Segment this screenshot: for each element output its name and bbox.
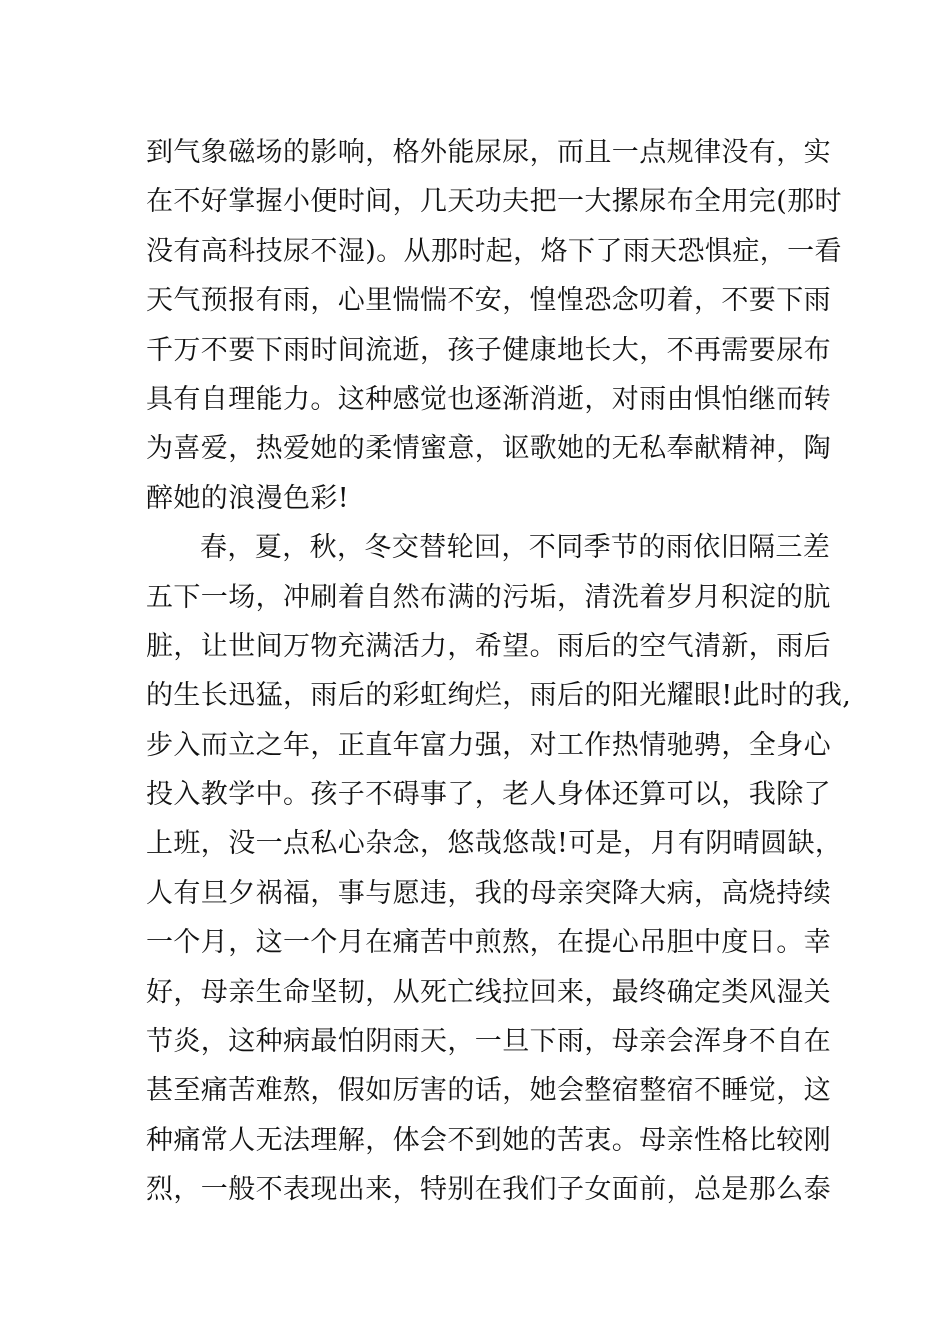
text-line: 醉她的浪漫色彩! — [146, 482, 350, 514]
text-line: 为喜爱，热爱她的柔情蜜意，讴歌她的无私奉献精神，陶 — [146, 433, 831, 465]
text-line: 甚至痛苦难熬，假如厉害的话，她会整宿整宿不睡觉，这 — [146, 1075, 831, 1107]
paragraph-2 — [146, 523, 852, 1214]
text-line: 脏，让世间万物充满活力，希望。雨后的空气清新，雨后 — [146, 630, 831, 662]
text-line: 到气象磁场的影响，格外能尿尿，而且一点规律没有，实 — [146, 137, 831, 168]
text-line: 烈，一般不表现出来，特别在我们子女面前，总是那么泰 — [146, 1174, 831, 1206]
text-line: 节炎，这种病最怕阴雨天，一旦下雨，母亲会浑身不自在 — [146, 1026, 831, 1058]
text-line: 春，夏，秋，冬交替轮回，不同季节的雨依旧隔三差 — [200, 532, 831, 564]
text-line: 一个月，这一个月在痛苦中煎熬，在提心吊胆中度日。幸 — [146, 927, 831, 959]
text-line: 具有自理能力。这种感觉也逐渐消逝，对雨由惧怕继而转 — [146, 383, 831, 415]
text-line: 人有旦夕祸福，事与愿违，我的母亲突降大病，高烧持续 — [146, 877, 831, 909]
body-text — [146, 128, 852, 1215]
text-line: 上班，没一点私心杂念，悠哉悠哉!可是，月有阴晴圆缺， — [146, 828, 843, 860]
text-line: 五下一场，冲刷着自然布满的污垢，清洗着岁月积淀的肮 — [146, 581, 831, 613]
text-line: 天气预报有雨，心里惴惴不安，惶惶恐念叨着，不要下雨 — [146, 285, 831, 317]
text-line: 千万不要下雨时间流逝，孩子健康地长大，不再需要尿布 — [146, 334, 831, 366]
text-line: 的生长迅猛，雨后的彩虹绚烂，雨后的阳光耀眼!此时的我, — [146, 680, 852, 712]
paragraph-1 — [146, 128, 842, 523]
text-line: 种痛常人无法理解，体会不到她的苦衷。母亲性格比较刚 — [146, 1124, 831, 1156]
text-line: 投入教学中。孩子不碍事了，老人身体还算可以，我除了 — [146, 779, 831, 811]
text-line: 在不好掌握小便时间，几天功夫把一大摞尿布全用完(那时 — [146, 186, 842, 218]
text-line: 没有高科技尿不湿)。从那时起，烙下了雨天恐惧症，一看 — [146, 235, 842, 267]
text-line: 好，母亲生命坚韧，从死亡线拉回来，最终确定类风湿关 — [146, 976, 831, 1008]
text-line: 步入而立之年，正直年富力强，对工作热情驰骋，全身心 — [146, 729, 831, 761]
